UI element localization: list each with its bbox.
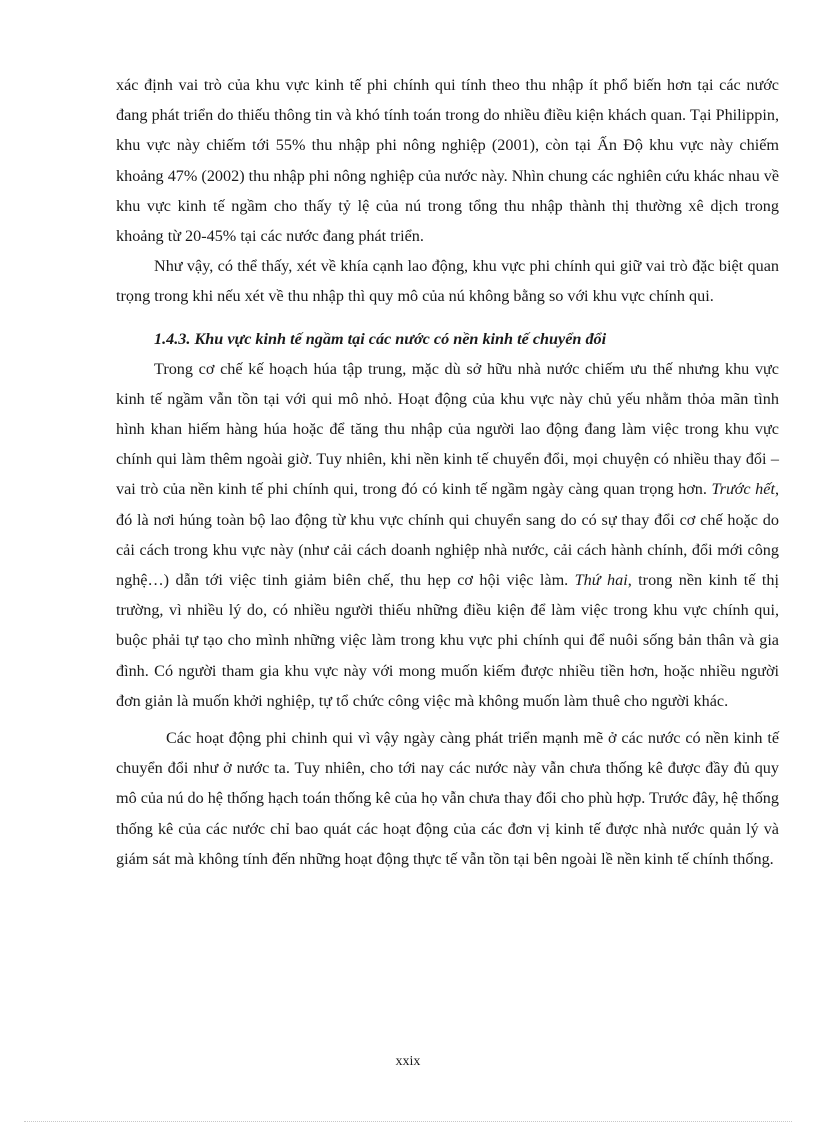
paragraph-income-share: xác định vai trò của khu vực kinh tế phi chính qui tính theo thu nhập ít phổ biến hơn tại các nước đang phát triển do thiếu thông tin và khó tính toán trong do nhiều điều kiện khách quan. Tại Philippin, khu vực này chiếm tới 55% thu nhập phi nông nghiệp (2001), còn tại Ấn Độ khu vực này chiếm khoảng 47% (2002) thu nhập phi nông nghiệp của nước này. Nhìn chung các nghiên cứu khác nhau về khu vực kinh tế ngầm cho thấy tỷ lệ của nú trong tổng thu nhập thành thị thường xê dịch trong khoảng từ 20-45% tại các nước đang phát triển. <box>116 76 779 246</box>
paragraph-3-part-2: , đó là nơi húng toàn bộ lao động từ khu vực chính qui chuyển sang do có sự thay đổi cơ chế hoặc do cải cách trong khu vực này (như cải cách doanh nghiệp nhà nước, cải cách hành chính, đổi mới công nghệ…) dẫn tới việc tinh giảm biên chế, thu hẹp cơ hội việc làm. <box>116 480 779 590</box>
paragraph-3-part-1: Trong cơ chế kế hoạch húa tập trung, mặc dù sở hữu nhà nước chiếm ưu thế nhưng khu vực kinh tế ngầm vẫn tồn tại với qui mô nhỏ. Hoạt động của khu vực này chủ yếu nhằm thỏa mãn tình hình khan hiếm hàng húa hoặc để tăng thu nhập của người lao động đang làm việc trong khu vực chính qui làm thêm ngoài giờ. Tuy nhiên, khi nền kinh tế chuyển đổi, mọi chuyện có nhiều thay đổi – vai trò của nền kinh tế phi chính qui, trong đó có kinh tế ngầm ngày càng quan trọng hơn. <box>116 359 779 499</box>
paragraph-conclusion: Như vậy, có thể thấy, xét về khía cạnh lao động, khu vực phi chính qui giữ vai trò đặc biệt quan trọng trong khi nếu xét về thu nhập thì quy mô của nú không bằng so với khu vực chính qui. <box>116 257 779 306</box>
section-number: 1.4.3. <box>154 329 191 348</box>
emphasis-second: Thứ hai <box>574 571 628 590</box>
paragraph-3-part-3: , trong nền kinh tế thị trường, vì nhiều lý do, có nhiều người thiếu những điều kiện để làm việc trong khu vực chính qui, buộc phải tự tạo cho mình những việc làm trong khu vực phi chính qui để nuôi sống bản thân và gia đình. Có người tham gia khu vực này với mong muốn kiếm được nhiều tiền hơn, hoặc nhiều người đơn giản là muốn khởi nghiệp, tự tổ chức công việc mà không muốn làm thuê cho người khác. <box>116 571 779 710</box>
section-title: Khu vực kinh tế ngầm tại các nước có nền kinh tế chuyển đổi <box>194 329 607 348</box>
paragraph-transition-economy <box>116 354 779 716</box>
page-number: xxix <box>395 1054 421 1069</box>
section-heading <box>116 324 779 354</box>
page-body <box>116 70 779 874</box>
paragraph-statistics: Các hoạt động phi chinh qui vì vậy ngày càng phát triển mạnh mẽ ở các nước có nền kinh tế chuyển đổi như ở nước ta. Tuy nhiên, cho tới nay các nước này vẫn chưa thống kê được đầy đủ quy mô của nú do hệ thống hạch toán thống kê của họ vẫn chưa thay đổi cho phù hợp. Trước đây, hệ thống thống kê của các nước chỉ bao quát các hoạt động của các đơn vị kinh tế được nhà nước quản lý và giám sát mà không tính đến những hoạt động thực tế vẫn tồn tại bên ngoài lề nền kinh tế chính thống. <box>116 729 779 868</box>
emphasis-first: Trước hết <box>711 480 775 499</box>
page-bottom-divider <box>24 1121 792 1122</box>
